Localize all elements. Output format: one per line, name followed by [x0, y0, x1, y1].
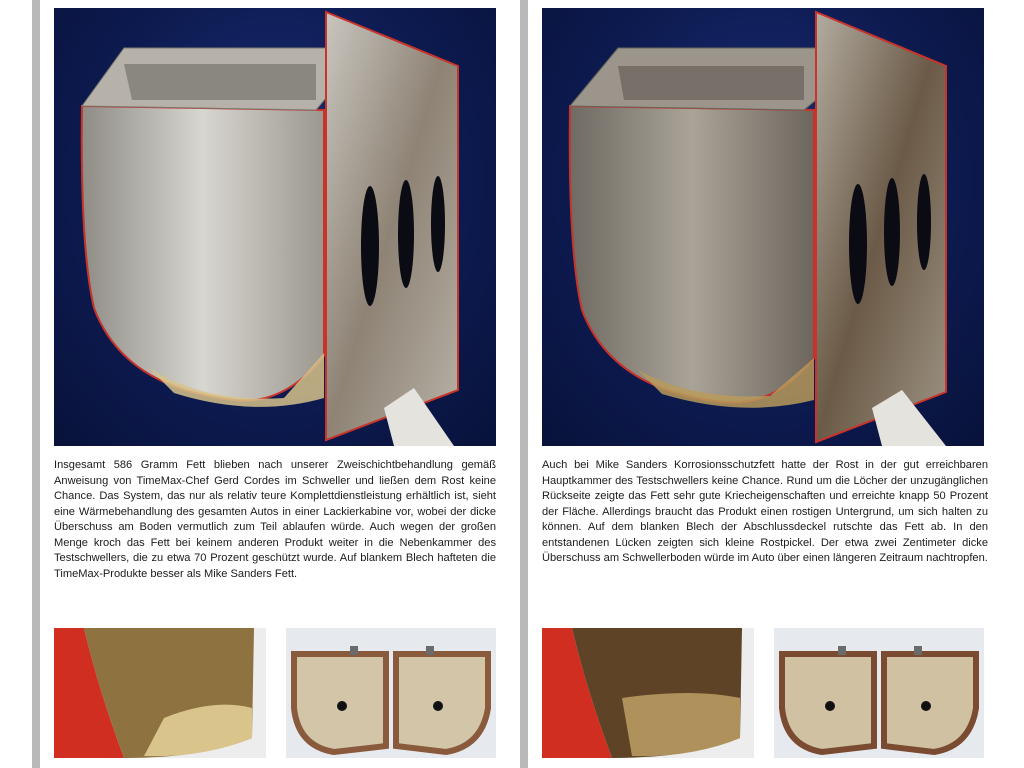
timemax-sill-photo: [54, 8, 496, 446]
timemax-caption: Insgesamt 586 Gramm Fett blieben nach unserer Zweischichtbehandlung gemäß Anweisung von TimeMax-Chef Gerd Cordes im Schweller und ließen dem Rost keine Chance. Das System, das nur als relativ teure Komplettdienstleistung erhältlich ist, sieht eine Wärmebehandlung des gesamten Autos in einer Lackierkabine vor, wobei der dicke Überschuss am Boden vermutlich zum Teil ablaufen würde. Auch wegen der großen Menge kroch das Fett bei keinem anderen Produkt weiter in die Nebenkammer des Testschwellers, die zu etwa 70 Prozent geschützt wurde. Auf blankem Blech hafteten die TimeMax-Produkte besser als Mike Sanders Fett.: [54, 459, 496, 580]
timemax-sill-closeup-photo: [54, 628, 266, 758]
mike-sanders-end-caps-photo: [774, 628, 984, 758]
timemax-end-caps-photo: [286, 628, 496, 758]
mike-sanders-sill-closeup-photo: [542, 628, 754, 758]
mike-sanders-caption: Auch bei Mike Sanders Korrosionsschutzfett hatte der Rost in der gut erreichbaren Hauptkammer des Testschwellers keine Chance. Rund um die Löcher der unzugänglichen Rückseite zeigte das Fett sehr gute Kriecheigenschaften und erreichte knapp 50 Prozent der Fläche. Allerdings braucht das Produkt einen rostigen Untergrund, um sich halten zu können. Auf dem blanken Blech der Abschlussdeckel rutschte das Fett ab. In den entstandenen Lücken zeigten sich kleine Rostpickel. Der etwa zwei Zentimeter dicke Überschuss am Schwellerboden würde im Auto über einen längeren Zeitraum nachtropfen.: [542, 459, 988, 564]
center-column-rule: [520, 0, 528, 768]
mike-sanders-sill-photo: [542, 8, 984, 446]
left-column-rule: [32, 0, 40, 768]
